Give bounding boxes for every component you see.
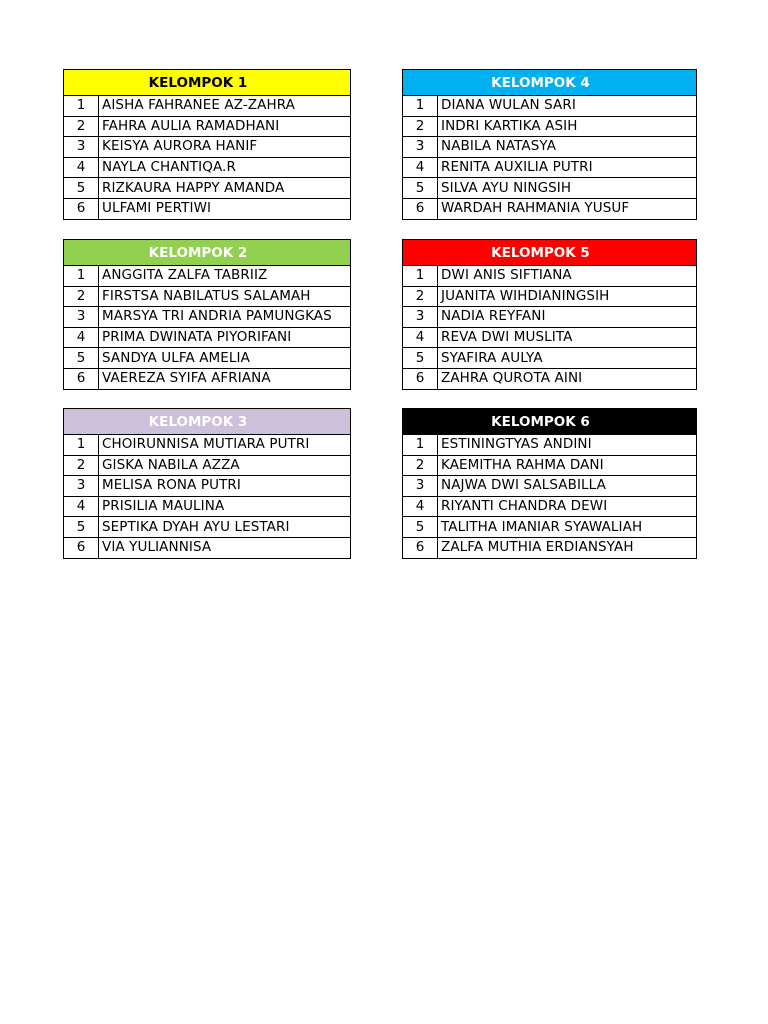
table-row: [64, 198, 351, 219]
member-name: WARDAH RAHMANIA YUSUF: [438, 198, 697, 219]
member-number: 6: [403, 537, 438, 558]
member-name: NAJWA DWI SALSABILLA: [438, 476, 697, 497]
member-number: 1: [64, 96, 99, 117]
member-name: SYAFIRA AULYA: [438, 348, 697, 369]
member-number: 2: [403, 116, 438, 137]
table-row: [64, 435, 351, 456]
table-row: [403, 537, 697, 558]
table-row: [403, 157, 697, 178]
member-name: PRIMA DWINATA PIYORIFANI: [99, 327, 351, 348]
table-row: [64, 178, 351, 199]
member-name: DIANA WULAN SARI: [438, 96, 697, 117]
member-number: 2: [64, 286, 99, 307]
table-row: [403, 348, 697, 369]
table-row: [403, 435, 697, 456]
member-number: 3: [64, 137, 99, 158]
table-row: [403, 476, 697, 497]
member-number: 5: [64, 517, 99, 538]
member-name: VAEREZA SYIFA AFRIANA: [99, 368, 351, 389]
table-row: [403, 116, 697, 137]
member-number: 5: [64, 178, 99, 199]
table-row: [403, 517, 697, 538]
table-row: [64, 286, 351, 307]
table-row: [403, 368, 697, 389]
member-name: FAHRA AULIA RAMADHANI: [99, 116, 351, 137]
member-name: ZAHRA QUROTA AINI: [438, 368, 697, 389]
member-number: 3: [403, 476, 438, 497]
group-header-3: KELOMPOK 3: [64, 409, 351, 435]
member-number: 1: [403, 435, 438, 456]
member-name: REVA DWI MUSLITA: [438, 327, 697, 348]
table-row: [403, 96, 697, 117]
member-name: SILVA AYU NINGSIH: [438, 178, 697, 199]
member-number: 6: [64, 198, 99, 219]
member-name: GISKA NABILA AZZA: [99, 455, 351, 476]
table-row: [403, 307, 697, 328]
member-number: 5: [403, 178, 438, 199]
member-name: SEPTIKA DYAH AYU LESTARI: [99, 517, 351, 538]
member-number: 6: [64, 368, 99, 389]
member-number: 6: [403, 198, 438, 219]
table-row: [403, 496, 697, 517]
member-name: MELISA RONA PUTRI: [99, 476, 351, 497]
table-row: [64, 307, 351, 328]
table-row: [64, 455, 351, 476]
member-name: ESTININGTYAS ANDINI: [438, 435, 697, 456]
member-name: KEISYA AURORA HANIF: [99, 137, 351, 158]
group-header-5: KELOMPOK 5: [403, 240, 697, 266]
table-row: [64, 116, 351, 137]
member-name: ZALFA MUTHIA ERDIANSYAH: [438, 537, 697, 558]
group-table-2: [63, 239, 351, 390]
table-row: [64, 517, 351, 538]
table-row: [403, 137, 697, 158]
member-number: 4: [64, 157, 99, 178]
group-table-4: [402, 69, 697, 220]
member-number: 3: [403, 307, 438, 328]
group-table-3: [63, 408, 351, 559]
table-row: [403, 327, 697, 348]
member-name: NABILA NATASYA: [438, 137, 697, 158]
member-number: 3: [64, 307, 99, 328]
member-number: 1: [64, 435, 99, 456]
member-number: 2: [64, 116, 99, 137]
member-name: FIRSTSA NABILATUS SALAMAH: [99, 286, 351, 307]
table-row: [403, 266, 697, 287]
table-row: [64, 96, 351, 117]
member-name: DWI ANIS SIFTIANA: [438, 266, 697, 287]
member-name: SANDYA ULFA AMELIA: [99, 348, 351, 369]
group-table-5: [402, 239, 697, 390]
table-row: [64, 496, 351, 517]
table-row: [64, 368, 351, 389]
table-row: [64, 537, 351, 558]
member-name: KAEMITHA RAHMA DANI: [438, 455, 697, 476]
table-row: [403, 455, 697, 476]
table-row: [403, 178, 697, 199]
member-number: 1: [64, 266, 99, 287]
group-header-4: KELOMPOK 4: [403, 70, 697, 96]
member-number: 3: [64, 476, 99, 497]
member-name: RIYANTI CHANDRA DEWI: [438, 496, 697, 517]
member-number: 5: [403, 517, 438, 538]
group-header-2: KELOMPOK 2: [64, 240, 351, 266]
member-number: 5: [64, 348, 99, 369]
table-row: [64, 476, 351, 497]
member-name: MARSYA TRI ANDRIA PAMUNGKAS: [99, 307, 351, 328]
member-name: ANGGITA ZALFA TABRIIZ: [99, 266, 351, 287]
member-name: RIZKAURA HAPPY AMANDA: [99, 178, 351, 199]
member-name: INDRI KARTIKA ASIH: [438, 116, 697, 137]
table-row: [403, 198, 697, 219]
table-row: [64, 266, 351, 287]
member-number: 2: [64, 455, 99, 476]
member-number: 2: [403, 286, 438, 307]
member-number: 3: [403, 137, 438, 158]
member-number: 4: [64, 327, 99, 348]
member-number: 1: [403, 96, 438, 117]
member-name: NAYLA CHANTIQA.R: [99, 157, 351, 178]
member-name: TALITHA IMANIAR SYAWALIAH: [438, 517, 697, 538]
table-row: [64, 137, 351, 158]
member-name: CHOIRUNNISA MUTIARA PUTRI: [99, 435, 351, 456]
member-number: 4: [403, 157, 438, 178]
member-number: 4: [403, 496, 438, 517]
table-row: [64, 157, 351, 178]
member-number: 6: [64, 537, 99, 558]
group-header-1: KELOMPOK 1: [64, 70, 351, 96]
member-number: 6: [403, 368, 438, 389]
table-row: [403, 286, 697, 307]
table-row: [64, 348, 351, 369]
member-number: 4: [64, 496, 99, 517]
member-name: ULFAMI PERTIWI: [99, 198, 351, 219]
group-table-1: [63, 69, 351, 220]
member-number: 5: [403, 348, 438, 369]
member-name: NADIA REYFANI: [438, 307, 697, 328]
member-name: RENITA AUXILIA PUTRI: [438, 157, 697, 178]
member-name: AISHA FAHRANEE AZ-ZAHRA: [99, 96, 351, 117]
group-table-6: [402, 408, 697, 559]
table-row: [64, 327, 351, 348]
member-number: 2: [403, 455, 438, 476]
member-number: 1: [403, 266, 438, 287]
group-header-6: KELOMPOK 6: [403, 409, 697, 435]
member-number: 4: [403, 327, 438, 348]
member-name: PRISILIA MAULINA: [99, 496, 351, 517]
member-name: VIA YULIANNISA: [99, 537, 351, 558]
member-name: JUANITA WIHDIANINGSIH: [438, 286, 697, 307]
